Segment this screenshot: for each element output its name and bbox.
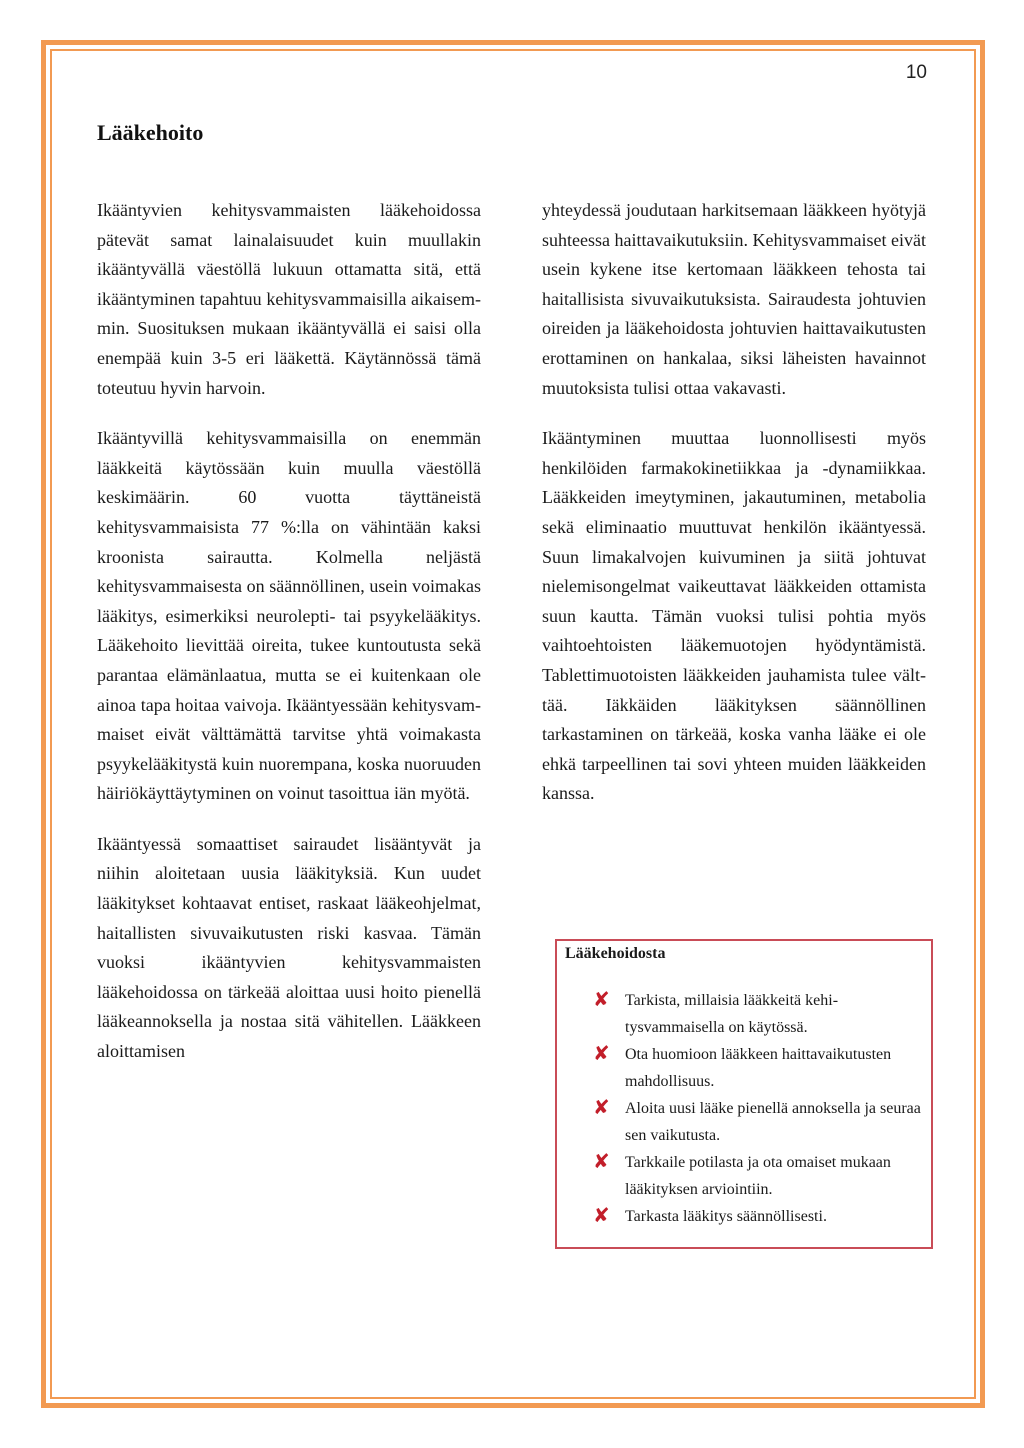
list-item-text: Aloita uusi lääke pienellä annoksella ja seuraa sen vaikutusta. — [625, 1100, 921, 1144]
list-item — [593, 1041, 927, 1095]
callout-title: Lääkehoidosta — [565, 945, 666, 962]
x-mark-icon: ✘ — [593, 1095, 610, 1119]
page-number: 10 — [905, 62, 927, 83]
list-item — [593, 987, 927, 1041]
paragraph: yhteydessä joudutaan harkitsemaan lääkkeen hyötyjä suhteessa haittavaikutuksiin. Kehitysvammaiset eivät usein kykene itse kertomaan lääkkeen tehosta tai haitallisista sivuvaikutuksista. Sairaudesta johtuvien oireiden ja lääkehoidosta johtuvien haittavaikutusten erottaminen on hankalaa, siksi läheisten havainnot muutoksista tulisi ottaa vakavasti. — [542, 200, 926, 398]
paragraph: Ikääntyminen muuttaa luonnollisesti myös henkilöiden farmakokinetiikkaa ja -dynamiikkaa. Lääkkeiden imeytyminen, jakautuminen, metabolia sekä eliminaatio muuttuvat henkilön ikääntyessä. Suun limakalvojen kuivuminen ja siitä johtuvat nielemisongelmat vaikeuttavat lääkkeiden ottamista suun kautta. Tämän vuoksi tulisi pohtia myös vaihtoehtoisten lääkemuotojen hyödyntämistä. Tablettimuotoisten lääkkeiden jauhamista tulee välttää. Iäkkäiden lääkityksen säännöllinen tarkastaminen on tärkeää, koska vanha lääke ei ole ehkä tarpeellinen tai sovi yhteen muiden lääkkeiden kanssa. — [542, 428, 926, 804]
paragraph: Ikääntyvien kehitysvammaisten lääkehoidossa pätevät samat lainalaisuudet kuin muullakin ikääntyvällä väestöllä lukuun ottamatta sitä, että ikääntyminen tapahtuu kehitysvammaisilla aikaisemmin. Suosituksen mukaan ikääntyvällä ei saisi olla enempää kuin 3-5 eri lääkettä. Käytännössä tämä toteutuu hyvin harvoin. — [97, 200, 481, 398]
callout-list — [593, 987, 927, 1230]
right-column — [542, 196, 926, 830]
list-item — [593, 1149, 927, 1203]
x-mark-icon: ✘ — [593, 1149, 610, 1173]
paragraph: Ikääntyvillä kehitysvammaisilla on enemmän lääkkeitä käytössään kuin muulla väestöllä keskimäärin. 60 vuotta täyttäneistä kehitysvammaisista 77 %:lla on vähintään kaksi kroonista sairautta. Kolmella neljästä kehitysvammaisesta on säännöllinen, usein voimakas lääkitys, esimerkiksi neurolepti- tai psyykelääkitys. Lääkehoito lievittää oireita, tukee kuntoutusta sekä parantaa elämänlaatua, mutta se ei kuitenkaan ole ainoa tapa hoitaa vaivoja. Ikääntyessään kehitysvammaiset eivät välttämättä tarvitse yhtä voimakasta psyykelääkitystä kuin nuorempana, koska nuoruuden häiriökäyttäytyminen on voinut tasoittua iän myötä. — [97, 428, 481, 804]
list-item-text: Tarkkaile potilasta ja ota omaiset mukaan lääkityksen arviointiin. — [625, 1154, 891, 1198]
x-mark-icon: ✘ — [593, 1203, 610, 1227]
paragraph: Ikääntyessä somaattiset sairaudet lisääntyvät ja niihin aloitetaan uusia lääkityksiä. Kun uudet lääkitykset kohtaavat entiset, raskaat lääkeohjelmat, haitallisten sivuvaikutusten riski kasvaa. Tämän vuoksi ikääntyvien kehitysvammaisten lääkehoidossa on tärkeää aloittaa uusi hoito pienellä lääkeannoksella ja nostaa sitä vähitellen. Lääkkeen aloittamisen — [97, 833, 481, 1062]
list-item — [593, 1203, 927, 1230]
list-item-text: Tarkasta lääkitys säännöllisesti. — [625, 1208, 827, 1225]
x-mark-icon: ✘ — [593, 1041, 610, 1065]
page-title: Lääkehoito — [97, 120, 204, 145]
callout-box — [555, 939, 933, 1249]
list-item-text: Tarkista, millaisia lääkkeitä kehitysvammaisella on käytössä. — [625, 992, 839, 1036]
x-mark-icon: ✘ — [593, 987, 610, 1011]
list-item-text: Ota huomioon lääkkeen haittavaikutusten mahdollisuus. — [625, 1046, 892, 1090]
left-column — [97, 196, 481, 1088]
list-item — [593, 1095, 927, 1149]
